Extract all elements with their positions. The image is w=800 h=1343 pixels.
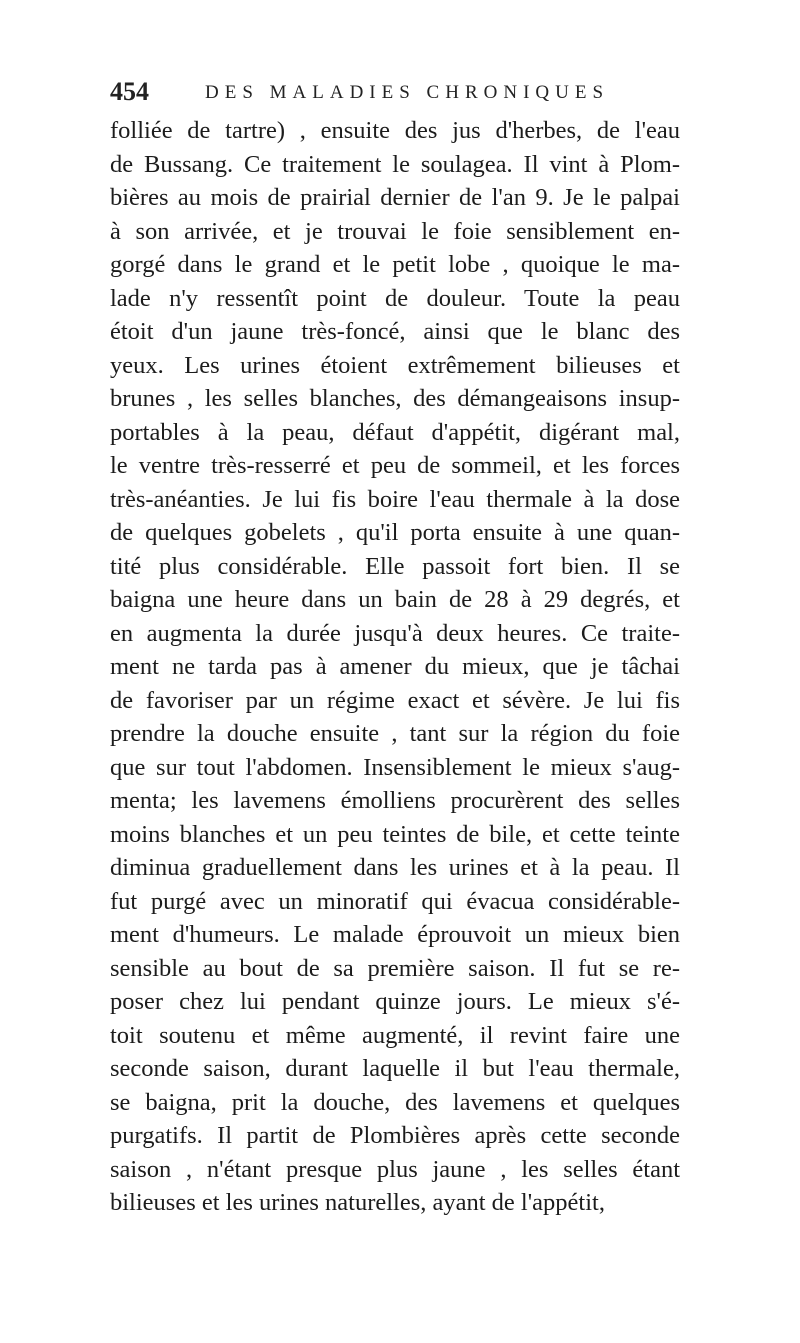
text-line: très-anéanties. Je lui fis boire l'eau thermale à la dose [110,485,680,513]
text-line: folliée de tartre) , ensuite des jus d'herbes, de l'eau [110,117,680,144]
running-title: DES MALADIES CHRONIQUES [205,82,610,103]
text-line: bilieuses et les urines naturelles, ayant de l'appétit, [110,1189,605,1216]
text-line: lade n'y ressentît point de douleur. Toute la peau [110,284,680,312]
text-line: tité plus considérable. Elle passoit fort bien. Il se [110,552,680,580]
text-line: brunes , les selles blanches, des démangeaisons insup- [110,385,680,412]
text-line: de Bussang. Ce traitement le soulagea. Il vint à Plom- [110,150,680,178]
text-line: à son arrivée, et je trouvai le foie sensiblement en- [110,217,680,245]
text-line: yeux. Les urines étoient extrêmement bilieuses et [110,351,680,379]
running-header [110,74,650,114]
text-line: fut purgé avec un minoratif qui évacua considérable- [110,887,680,915]
text-line: en augmenta la durée jusqu'à deux heures. Ce traite- [110,619,680,647]
text-line: toit soutenu et même augmenté, il revint faire une [110,1021,680,1049]
text-line: étoit d'un jaune très-foncé, ainsi que le blanc des [110,318,680,345]
text-line: prendre la douche ensuite , tant sur la région du foie [110,720,680,747]
text-line: gorgé dans le grand et le petit lobe , quoique le ma- [110,251,680,278]
text-line: sensible au bout de sa première saison. Il fut se re- [110,954,680,982]
text-line: baigna une heure dans un bain de 28 à 29 degrés, et [110,586,680,613]
text-line: seconde saison, durant laquelle il but l'eau thermale, [110,1055,680,1082]
text-line: purgatifs. Il partit de Plombières après cette seconde [110,1122,680,1149]
text-line: le ventre très-resserré et peu de sommeil, et les forces [110,452,680,479]
text-line: de favoriser par un régime exact et sévère. Je lui fis [110,686,680,714]
text-line: menta; les lavemens émolliens procurèrent des selles [110,787,680,814]
text-line: bières au mois de prairial dernier de l'an 9. Je le palpai [110,184,680,211]
text-line: ment ne tarda pas à amener du mieux, que je tâchai [110,653,680,680]
text-line: se baigna, prit la douche, des lavemens et quelques [110,1088,680,1116]
page-number: 454 [110,77,149,106]
text-line: que sur tout l'abdomen. Insensiblement le mieux s'aug- [110,753,680,781]
body-text [110,114,680,1220]
text-line: poser chez lui pendant quinze jours. Le mieux s'é- [110,988,680,1015]
text-line: portables à la peau, défaut d'appétit, digérant mal, [110,418,680,446]
text-line: ment d'humeurs. Le malade éprouvoit un mieux bien [110,921,680,948]
text-line: moins blanches et un peu teintes de bile, et cette teinte [110,820,680,848]
text-line: diminua graduellement dans les urines et à la peau. Il [110,854,680,881]
text-line: saison , n'étant presque plus jaune , les selles étant [110,1155,680,1183]
text-line: de quelques gobelets , qu'il porta ensuite à une quan- [110,519,680,546]
